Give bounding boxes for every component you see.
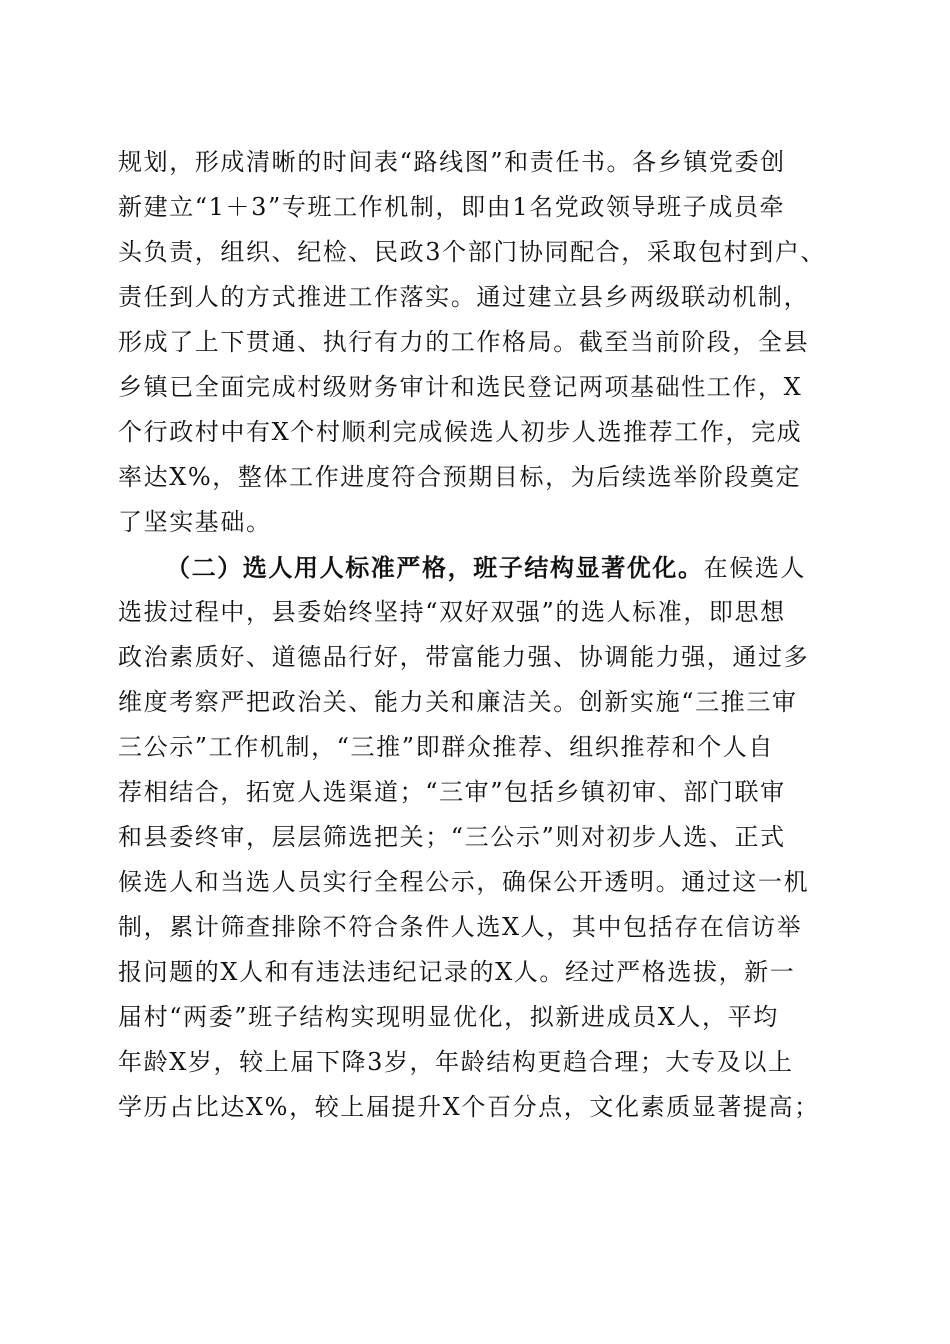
text-line: 率达X%，整体工作进度符合预期目标，为后续选举阶段奠定 [118, 463, 802, 491]
text-line: 届村“两委”班子结构实现明显优化，拟新进成员X人，平均 [118, 1003, 779, 1031]
text-line: 制，累计筛查排除不符合条件人选X人，其中包括存在信访举 [118, 913, 803, 941]
paragraph-2 [118, 545, 838, 1130]
text-line: 了坚实基础。 [118, 508, 272, 536]
document-body [118, 140, 838, 1130]
text-line: 个行政村中有X个村顺利完成候选人初步人选推荐工作，完成 [118, 418, 803, 446]
heading-line-rest: 在候选人 [703, 554, 807, 582]
text-line: 选拔过程中，县委始终坚持“双好双强”的选人标准，即思想 [118, 598, 786, 626]
text-line: 头负责，组织、纪检、民政3个部门协同配合，采取包村到户、 [118, 238, 827, 266]
text-line: 三公示”工作机制，“三推”即群众推荐、组织推荐和个人自 [118, 733, 775, 761]
section-heading: （二）选人用人标准严格，班子结构显著优化。 [166, 553, 704, 582]
text-line: 荐相结合，拓宽人选渠道；“三审”包括乡镇初审、部门联审 [118, 778, 786, 806]
text-line: 学历占比达X%，较上届提升X个百分点，文化素质显著提高； [118, 1093, 820, 1121]
text-line: 报问题的X人和有违法违纪记录的X人。经过严格选拔，新一 [118, 958, 796, 986]
text-line: 维度考察严把政治关、能力关和廉洁关。创新实施“三推三审 [118, 688, 798, 716]
text-line: 责任到人的方式推进工作落实。通过建立县乡两级联动机制， [118, 283, 810, 311]
text-line: 候选人和当选人员实行全程公示，确保公开透明。通过这一机 [118, 868, 810, 896]
paragraph-1 [118, 140, 838, 545]
text-line: 和县委终审，层层筛选把关；“三公示”则对初步人选、正式 [118, 823, 786, 851]
text-line: 年龄X岁，较上届下降3岁，年龄结构更趋合理；大专及以上 [118, 1048, 794, 1076]
text-line: 规划，形成清晰的时间表“路线图”和责任书。各乡镇党委创 [118, 148, 786, 176]
text-line: 形成了上下贯通、执行有力的工作格局。截至当前阶段，全县 [118, 328, 810, 356]
text-line: 乡镇已全面完成村级财务审计和选民登记两项基础性工作，X [118, 373, 803, 401]
text-line: 新建立“1＋3”专班工作机制，即由1名党政领导班子成员牵 [118, 193, 786, 221]
text-line [118, 545, 838, 590]
text-line: 政治素质好、道德品行好，带富能力强、协调能力强，通过多 [118, 643, 810, 671]
